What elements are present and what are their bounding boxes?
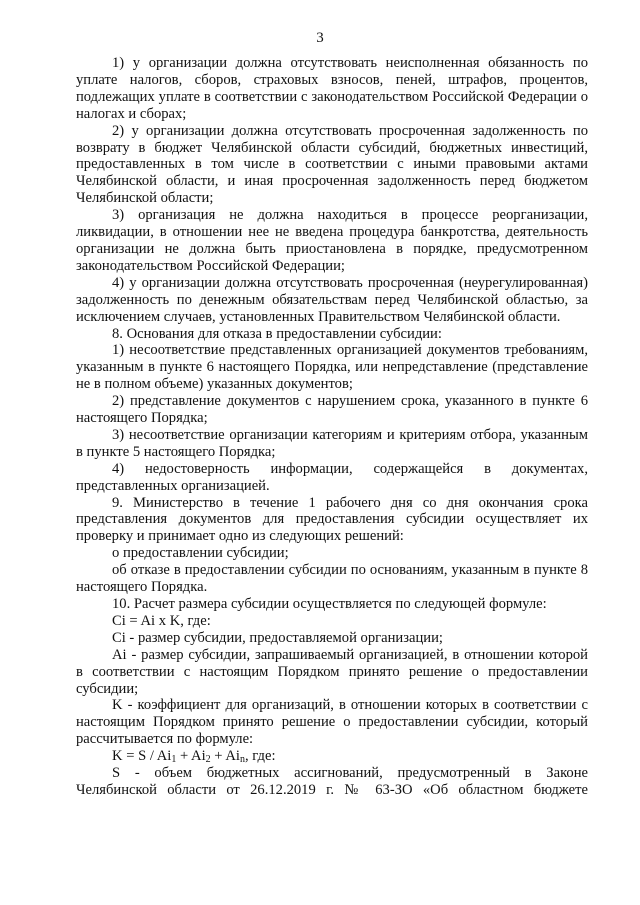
- page-number: 3: [316, 30, 324, 46]
- definition-ai: Ai - размер субсидии, запрашиваемый организацией, в отношении которой в соответствии с настоящим Порядком принято решение о предоставлении субсидии;: [76, 646, 588, 697]
- condition-2-paragraph: 2) у организации должна отсутствовать просроченная задолженность по возврату в бюджет Челябинской области субсидий, бюджетных инвестиций, предоставленных в том числе в соответствии с иными правовыми актами Челябинской области, и иная просроченная задолженность перед бюджетом Челябинской области;: [76, 122, 588, 207]
- definition-s: S - объем бюджетных ассигнований, предусмотренный в Законе Челябинской области от 26.12.2019 г. № 63-ЗО «Об областном бюджете: [76, 765, 588, 798]
- formula-k-tail: , где:: [244, 748, 276, 765]
- condition-1-paragraph: 1) у организации должна отсутствовать неисполненная обязанность по уплате налогов, сборов, страховых взносов, пеней, штрафов, процентов, подлежащих уплате в соответствии с законодательством Российской Федерации о налогах и сборах;: [76, 55, 588, 122]
- formula-k-sub-n: n: [239, 754, 245, 766]
- formula-ci: Ci = Ai x K, где:: [112, 612, 211, 629]
- decision-refuse: об отказе в предоставлении субсидии по основаниям, указанным в пункте 8 настоящего Порядка.: [76, 562, 588, 596]
- condition-4-paragraph: 4) у организации должна отсутствовать просроченная (неурегулированная) задолженность по денежным обязательствам перед Челябинской областью, за исключением случаев, установленных Правительством Челябинской области.: [76, 274, 588, 325]
- decision-grant: о предоставлении субсидии;: [112, 545, 289, 562]
- formula-k-sub-1: 1: [171, 754, 177, 766]
- condition-3-paragraph: 3) организация не должна находиться в процессе реорганизации, ликвидации, в отношении нее не введена процедура банкротства, деятельность организации не должна быть приостановлена в порядке, предусмотренном законодательством Российской Федерации;: [76, 207, 588, 274]
- refusal-ground-3: 3) несоответствие организации категориям и критериям отбора, указанным в пункте 5 настоящего Порядка;: [76, 426, 588, 460]
- formula-k: [76, 748, 588, 765]
- definition-k: K - коэффициент для организаций, в отношении которых в соответствии с настоящим Порядком принято решение о предоставлении субсидии, который рассчитывается по формуле:: [76, 697, 588, 748]
- refusal-ground-4: 4) недостоверность информации, содержащейся в документах, представленных организацией.: [76, 460, 588, 494]
- refusal-ground-1: 1) несоответствие представленных организацией документов требованиям, указанным в пункте 6 настоящего Порядка, или непредставление (представление не в полном объеме) указанных документов;: [76, 342, 588, 393]
- refusal-ground-2: 2) представление документов с нарушением срока, указанного в пункте 6 настоящего Порядка;: [76, 393, 588, 427]
- document-body: [76, 55, 588, 799]
- section-9-paragraph: 9. Министерство в течение 1 рабочего дня со дня окончания срока представления документов для предоставления субсидии осуществляет их проверку и принимает одно из следующих решений:: [76, 494, 588, 545]
- formula-k-plus-1: + Ai: [176, 748, 206, 765]
- formula-k-plus-2: + Ai: [210, 748, 240, 765]
- section-10-heading: 10. Расчет размера субсидии осуществляется по следующей формуле:: [112, 596, 547, 612]
- section-8-heading: 8. Основания для отказа в предоставлении субсидии:: [112, 325, 442, 342]
- definition-ci: Ci - размер субсидии, предоставляемой организации;: [112, 629, 443, 646]
- formula-k-sub-2: 2: [205, 754, 211, 766]
- formula-k-lhs: K = S / Ai: [112, 748, 172, 765]
